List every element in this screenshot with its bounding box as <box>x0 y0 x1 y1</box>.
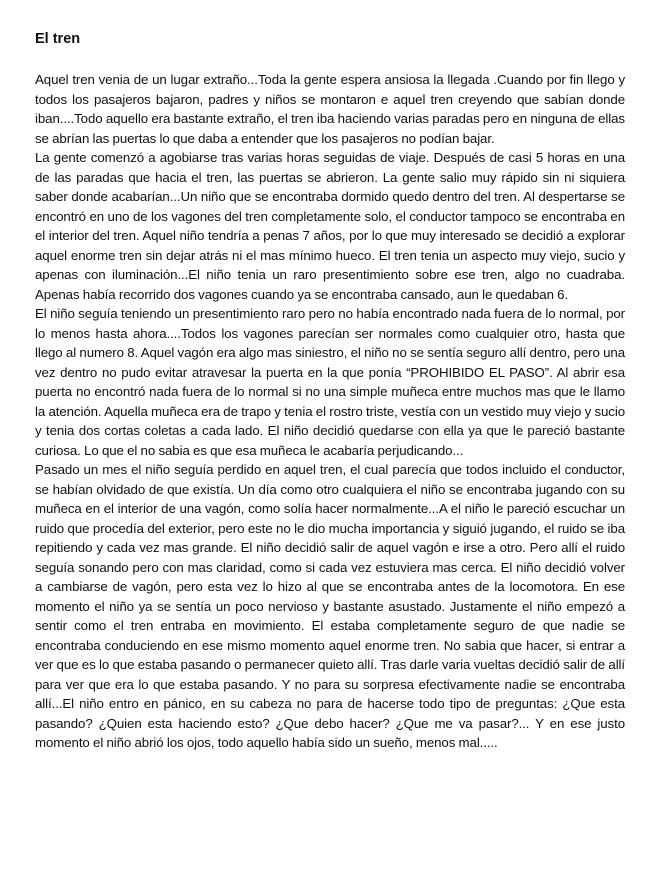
paragraph-2: La gente comenzó a agobiarse tras varias horas seguidas de viaje. Después de casi 5 horas en una de las paradas que hacia el tren, las puertas se abrieron. La gente salio muy rápido sin ni siquiera saber donde acabarían...Un niño que se encontraba dormido quedo dentro del tren. Al despertarse se encontró en uno de los vagones del tren completamente solo, el conductor tampoco se encontraba en el interior del tren. Aquel niño tendría a penas 7 años, por lo que muy interesado se decidió a explorar aquel enorme tren sin dejar atrás ni el mas mínimo hueco. El tren tenia un aspecto muy viejo, sucio y apenas con iluminación...El niño tenia un raro presentimiento sobre ese tren, algo no cuadraba. Apenas había recorrido dos vagones cuando ya se encontraba cansado, aun le quedaban 6. <box>35 150 625 302</box>
paragraph-3: El niño seguía teniendo un presentimiento raro pero no había encontrado nada fuera de lo normal, por lo menos hasta ahora....Todos los vagones parecían ser normales como cualquier otro, hasta que llego al numero 8. Aquel vagón era algo mas siniestro, el niño no se sentía seguro allí dentro, pero una vez dentro no pudo evitar atravesar la puerta en la que ponía “PROHIBIDO EL PASO”. Al abrir esa puerta no encontró nada fuera de lo normal si no una simple muñeca entre muchos mas que le llamo la atención. Aquella muñeca era de trapo y tenia el rostro triste, vestía con un vestido muy viejo y sucio y tenia dos cortas coletas a cada lado. El niño decidió quedarse con ella ya que le pareció bastante curiosa. Lo que el no sabia es que esa muñeca le acabaría perjudicando... <box>35 306 625 458</box>
paragraph-4: Pasado un mes el niño seguía perdido en aquel tren, el cual parecía que todos incluido el conductor, se habían olvidado de que existía. Un día como otro cualquiera el niño se encontraba jugando con su muñeca en el interior de una vagón, como solía hacer normalmente...A el niño le pareció escuchar un ruido que procedía del exterior, pero este no le dio mucha importancia y siguió jugando, el ruido se iba repitiendo y cada vez mas grande. El niño decidió salir de aquel vagón e irse a otro. Pero allí el ruido seguía sonando pero con mas claridad, como si cada vez estuviera mas cerca. El niño decidió volver a cambiarse de vagón, pero esta vez lo hizo al que se encontraba antes de la locomotora. En ese momento el niño ya se sentía un poco nervioso y bastante asustado. Justamente el niño empezó a sentir como el tren entraba en movimiento. El estaba completamente seguro de que nadie se encontraba conduciendo en ese mismo momento aquel enorme tren. No sabia que hacer, si entrar a ver que es lo que estaba pasando o permanecer quieto allí. Tras darle varia vueltas decidió salir de allí para ver que era lo que estaba pasando. Y no para su sorpresa efectivamente nadie se encontraba allí...El niño entro en pánico, en su cabeza no para de hacerse todo tipo de preguntas: ¿Que esta pasando? ¿Quien esta haciendo esto? ¿Que debo hacer? ¿Que me va pasar?... Y en ese justo momento el niño abrió los ojos, todo aquello había sido un sueño, menos mal..... <box>35 462 625 750</box>
document-body <box>35 70 625 753</box>
document-title: El tren <box>35 31 81 47</box>
paragraph-1: Aquel tren venia de un lugar extraño...Toda la gente espera ansiosa la llegada .Cuando por fin llego y todos los pasajeros bajaron, padres y niños se montaron e aquel tren creyendo que sabían donde iban....Todo aquello era bastante extraño, el tren iba haciendo varias paradas pero en ninguna de ellas se abrían las puertas lo que daba a entender que los pasajeros no podían bajar. <box>35 72 625 146</box>
